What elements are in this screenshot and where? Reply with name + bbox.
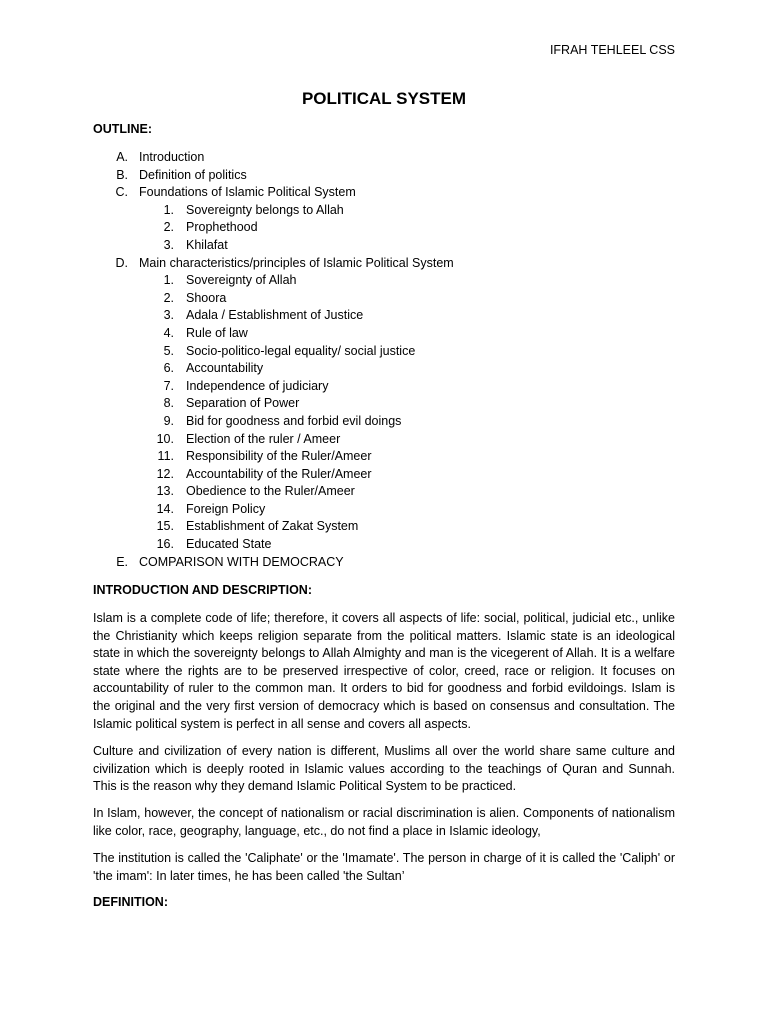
outline-item-text: Foreign Policy xyxy=(186,501,266,516)
outline-item-marker: 1. xyxy=(163,273,174,288)
outline-item xyxy=(0,431,768,449)
outline-item-text: Independence of judiciary xyxy=(186,378,329,393)
outline-item xyxy=(0,501,768,519)
outline-heading: OUTLINE: xyxy=(93,122,153,136)
outline-item xyxy=(0,554,768,572)
outline-item-marker: 5. xyxy=(163,343,174,358)
outline-item-marker: 2. xyxy=(163,220,174,235)
outline-item-text: COMPARISON WITH DEMOCRACY xyxy=(139,554,344,569)
outline-item-text: Socio-politico-legal equality/ social justice xyxy=(186,343,416,358)
outline-item-text: Sovereignty of Allah xyxy=(186,273,297,288)
outline-item xyxy=(0,343,768,361)
outline-item-text: Accountability of the Ruler/Ameer xyxy=(186,466,372,481)
outline-item xyxy=(0,378,768,396)
outline-item xyxy=(0,448,768,466)
paragraph: Islam is a complete code of life; therefore, it covers all aspects of life: social, political, judicial etc., unlike the Christianity which keeps religion separate from the political matters. Islamic state is an ideological state in which the sovereignty belongs to Allah Almighty and man is the vicegerent of Allah. It is a welfare state where the rights are to be preserved irrespective of color, creed, race or religion. It focuses on accountability of ruler to the common man. It orders to bid for goodness and forbid evildoings. Islam is the original and the very first version of democracy which is based on consensus and consultation. The Islamic political system is perfect in all sense and covers all aspects. xyxy=(93,611,675,731)
outline-item-marker: 10. xyxy=(156,431,174,446)
outline-item-text: Educated State xyxy=(186,537,272,552)
outline-item xyxy=(0,518,768,536)
page-title: POLITICAL SYSTEM xyxy=(301,89,467,108)
outline-item-text: Khilafat xyxy=(186,237,228,252)
outline-item-text: Sovereignty belongs to Allah xyxy=(186,202,344,217)
outline-item-marker: E. xyxy=(116,554,128,569)
outline-item-text: Foundations of Islamic Political System xyxy=(139,185,356,200)
paragraph: The institution is called the 'Caliphate' or the 'Imamate'. The person in charge of it is called the 'Caliph' or 'the imam': In later times, he has been called 'the Sultan’ xyxy=(93,851,675,883)
outline-item-text: Obedience to the Ruler/Ameer xyxy=(186,484,355,499)
outline-item-marker: 9. xyxy=(163,413,174,428)
outline-item-marker: 12. xyxy=(156,466,174,481)
outline-item-marker: B. xyxy=(116,167,128,182)
outline-item xyxy=(0,290,768,308)
outline-item xyxy=(0,184,768,202)
outline-item xyxy=(0,149,768,167)
outline-item-marker: 15. xyxy=(156,519,174,534)
outline-item-marker: D. xyxy=(115,255,128,270)
outline-item-text: Main characteristics/principles of Islamic Political System xyxy=(139,255,454,270)
outline-item-text: Responsibility of the Ruler/Ameer xyxy=(186,449,372,464)
outline-item-text: Rule of law xyxy=(186,325,248,340)
outline-item xyxy=(0,307,768,325)
outline-item xyxy=(0,167,768,185)
outline-item xyxy=(0,255,768,273)
outline-item xyxy=(0,272,768,290)
outline-item xyxy=(0,483,768,501)
outline-item xyxy=(0,202,768,220)
outline-item xyxy=(0,360,768,378)
outline-item-text: Election of the ruler / Ameer xyxy=(186,431,341,446)
outline-item-text: Introduction xyxy=(139,150,205,164)
paragraph: In Islam, however, the concept of nationalism or racial discrimination is alien. Components of nationalism like color, race, geography, language, etc., do not find a place in Islamic ideology, xyxy=(93,806,675,838)
definition-heading: DEFINITION: xyxy=(93,895,168,909)
outline-item-marker: 13. xyxy=(156,484,174,499)
outline-item-marker: 6. xyxy=(163,361,174,376)
outline-item-marker: 1. xyxy=(163,202,174,217)
outline-item-text: Separation of Power xyxy=(186,396,300,411)
outline-item-marker: 7. xyxy=(163,378,174,393)
outline-item xyxy=(0,395,768,413)
outline-item-marker: C. xyxy=(115,185,128,200)
intro-heading: INTRODUCTION AND DESCRIPTION: xyxy=(93,583,312,597)
outline-item-text: Bid for goodness and forbid evil doings xyxy=(186,413,402,428)
outline-item xyxy=(0,237,768,255)
outline-item-marker: 3. xyxy=(163,237,174,252)
outline-item-text: Accountability xyxy=(186,361,264,376)
outline-item-marker: 14. xyxy=(156,501,174,516)
outline-item-text: Establishment of Zakat System xyxy=(186,519,359,534)
outline-item-text: Prophethood xyxy=(186,220,258,235)
outline-item-text: Adala / Establishment of Justice xyxy=(186,308,364,323)
outline-item xyxy=(0,413,768,431)
outline-item xyxy=(0,325,768,343)
outline-item-marker: 11. xyxy=(157,449,174,464)
outline-item-marker: 8. xyxy=(163,396,174,411)
outline-item-marker: 16. xyxy=(156,537,174,552)
outline-list xyxy=(0,149,768,571)
outline-item-marker: 3. xyxy=(163,308,174,323)
paragraph: Culture and civilization of every nation is different, Muslims all over the world share same culture and civilization which is deeply rooted in Islamic values according to the teachings of Quran and Sunnah. This is the reason why they demand Islamic Political System to be practiced. xyxy=(93,744,675,794)
outline-item xyxy=(0,466,768,484)
outline-item-marker: 4. xyxy=(163,325,174,340)
outline-item-text: Shoora xyxy=(186,290,227,305)
outline-item xyxy=(0,536,768,554)
page-header-author: IFRAH TEHLEEL CSS xyxy=(549,43,675,57)
outline-item-marker: 2. xyxy=(163,290,174,305)
outline-item xyxy=(0,219,768,237)
outline-item-text: Definition of politics xyxy=(139,167,247,182)
outline-item-marker: A. xyxy=(116,150,128,164)
